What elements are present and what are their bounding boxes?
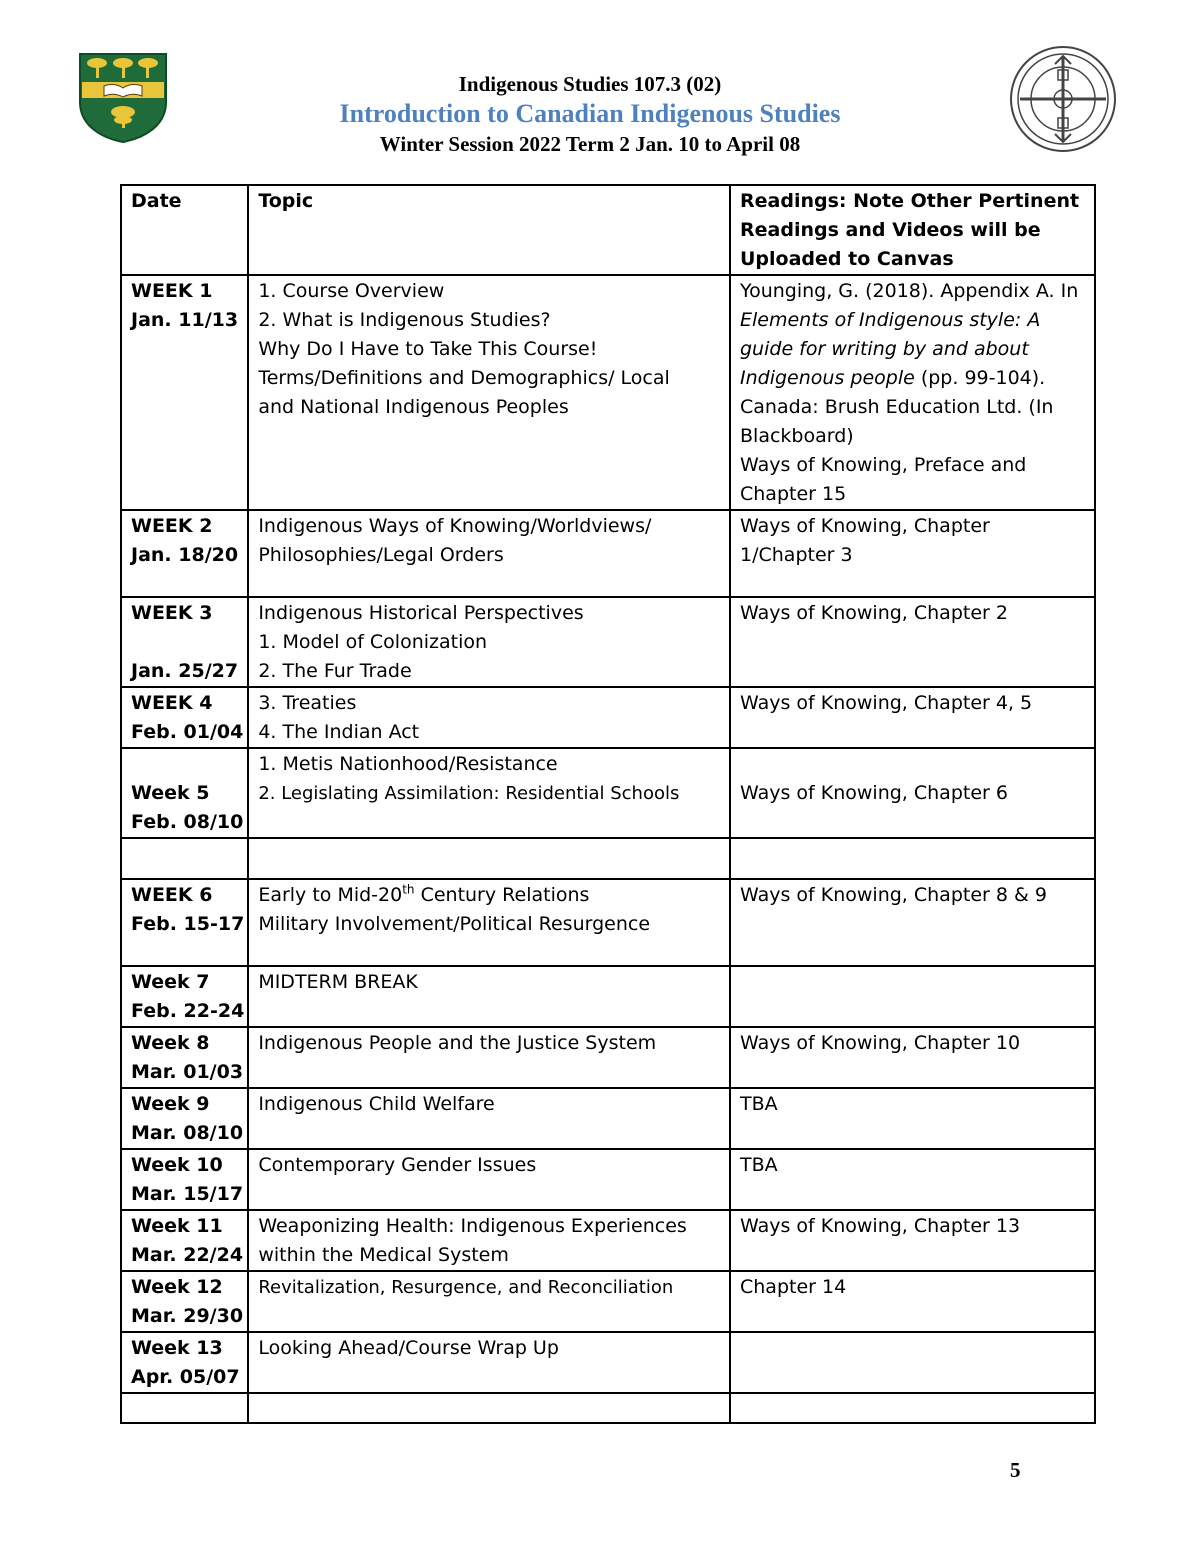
reading-line: Ways of Knowing, Chapter 10 — [740, 1032, 1021, 1054]
table-row-week-5 — [121, 748, 1095, 838]
reading-line: Ways of Knowing, Chapter 8 & 9 — [740, 884, 1047, 906]
reading-line: guide for writing by and about — [740, 338, 1029, 360]
spacer — [740, 750, 1085, 779]
session-dates: Winter Session 2022 Term 2 Jan. 10 to April 08 — [379, 132, 801, 156]
reading-line: Ways of Knowing, Chapter 2 — [740, 602, 1008, 624]
readings-cell — [730, 966, 1095, 1027]
ordinal-suffix: th — [402, 882, 415, 897]
reading-line: Younging, G. (2018). Appendix A. In — [740, 280, 1079, 302]
reading-line: Ways of Knowing, Preface and — [740, 454, 1027, 476]
topic-line: 1. Course Overview — [258, 280, 445, 302]
week-label: WEEK 1 — [131, 280, 213, 302]
week-label: Week 11 — [131, 1215, 223, 1237]
readings-cell — [730, 1332, 1095, 1393]
header-readings-line: Readings and Videos will be — [740, 219, 1041, 241]
table-row-week-8 — [121, 1027, 1095, 1088]
table-header-row — [121, 185, 1095, 275]
reading-title-italic: Indigenous people — [740, 367, 915, 389]
topic-cell — [248, 1332, 730, 1393]
readings-cell — [730, 748, 1095, 838]
reading-line: Ways of Knowing, Chapter 4, 5 — [740, 692, 1033, 714]
topic-cell — [248, 510, 730, 597]
topic-line: Weaponizing Health: Indigenous Experiences — [258, 1215, 687, 1237]
table-row-week-11 — [121, 1210, 1095, 1271]
topic-cell — [248, 687, 730, 748]
topic-text: Early to Mid-20 — [258, 884, 403, 906]
reading-pages: (pp. 99-104). — [914, 367, 1046, 389]
week-dates: Feb. 15-17 — [131, 913, 245, 935]
date-cell — [121, 597, 248, 687]
date-cell — [121, 1210, 248, 1271]
week-dates: Jan. 25/27 — [131, 660, 239, 682]
reading-line: Chapter 15 — [740, 483, 847, 505]
topic-cell — [248, 879, 730, 966]
topic-line: Terms/Definitions and Demographics/ Local — [258, 367, 670, 389]
topic-line: Revitalization, Resurgence, and Reconciliation — [258, 1277, 674, 1298]
readings-cell — [730, 687, 1095, 748]
topic-line: 4. The Indian Act — [258, 721, 420, 743]
topic-line: 2. What is Indigenous Studies? — [258, 309, 551, 331]
table-row-week-10 — [121, 1149, 1095, 1210]
date-cell — [121, 1271, 248, 1332]
topic-text: Century Relations — [414, 884, 590, 906]
table-row-week-12 — [121, 1271, 1095, 1332]
week-label: WEEK 4 — [131, 692, 213, 714]
week-label: Week 12 — [131, 1276, 223, 1298]
topic-line: Indigenous Ways of Knowing/Worldviews/ — [258, 515, 652, 537]
date-cell — [121, 748, 248, 838]
week-label: Week 9 — [131, 1093, 210, 1115]
week-dates: Mar. 01/03 — [131, 1061, 244, 1083]
table-row-week-7 — [121, 966, 1095, 1027]
topic-cell — [248, 597, 730, 687]
reading-line: Ways of Knowing, Chapter — [740, 515, 990, 537]
date-cell — [121, 1332, 248, 1393]
table-row-week-4 — [121, 687, 1095, 748]
table-row-week-6 — [121, 879, 1095, 966]
topic-line: MIDTERM BREAK — [258, 971, 418, 993]
topic-cell — [248, 1271, 730, 1332]
topic-line: 2. The Fur Trade — [258, 660, 412, 682]
topic-cell — [248, 1088, 730, 1149]
date-cell — [121, 966, 248, 1027]
week-label: Week 10 — [131, 1154, 223, 1176]
topic-line: Indigenous Historical Perspectives — [258, 602, 584, 624]
topic-cell — [248, 966, 730, 1027]
topic-cell — [248, 1149, 730, 1210]
week-label: Week 13 — [131, 1337, 223, 1359]
week-dates: Feb. 01/04 — [131, 721, 244, 743]
table-row-empty — [121, 838, 1095, 879]
reading-line: Ways of Knowing, Chapter 6 — [740, 782, 1008, 804]
header-readings-line: Readings: Note Other Pertinent — [740, 190, 1080, 212]
topic-line: 3. Treaties — [258, 692, 357, 714]
readings-cell — [730, 510, 1095, 597]
course-title: Introduction to Canadian Indigenous Studies — [339, 99, 841, 128]
date-cell — [121, 275, 248, 510]
readings-cell — [730, 1027, 1095, 1088]
date-cell — [121, 879, 248, 966]
topic-line: 1. Metis Nationhood/Resistance — [258, 753, 558, 775]
reading-line: Ways of Knowing, Chapter 13 — [740, 1215, 1021, 1237]
reading-line: Elements of Indigenous style: A — [740, 309, 1041, 331]
topic-line: Why Do I Have to Take This Course! — [258, 338, 598, 360]
topic-cell — [248, 1210, 730, 1271]
week-label: Week 8 — [131, 1032, 210, 1054]
date-cell — [121, 1088, 248, 1149]
document-header — [290, 70, 890, 158]
week-label: Week 7 — [131, 971, 210, 993]
table-row-week-3 — [121, 597, 1095, 687]
table-row-week-2 — [121, 510, 1095, 597]
header-readings-line: Uploaded to Canvas — [740, 248, 954, 270]
reading-line: TBA — [740, 1154, 778, 1176]
course-schedule-table — [120, 184, 1096, 1424]
header-cell-readings — [730, 185, 1095, 275]
date-cell — [121, 1027, 248, 1088]
week-dates: Jan. 11/13 — [131, 309, 239, 331]
week-dates: Mar. 08/10 — [131, 1122, 244, 1144]
reading-line: TBA — [740, 1093, 778, 1115]
header-cell-topic — [248, 185, 730, 275]
header-topic-label: Topic — [258, 190, 314, 212]
readings-cell — [730, 275, 1095, 510]
week-dates: Feb. 22-24 — [131, 1000, 245, 1022]
week-label: WEEK 6 — [131, 884, 213, 906]
reading-line: Chapter 14 — [740, 1276, 847, 1298]
week-dates: Mar. 22/24 — [131, 1244, 244, 1266]
week-dates: Mar. 29/30 — [131, 1305, 244, 1327]
university-crest-logo — [78, 52, 168, 144]
readings-cell — [730, 1088, 1095, 1149]
reading-line: Blackboard) — [740, 425, 854, 447]
topic-line: Indigenous People and the Justice System — [258, 1032, 657, 1054]
table-row-empty — [121, 1393, 1095, 1423]
readings-cell — [730, 597, 1095, 687]
empty-cell — [121, 1393, 248, 1423]
empty-cell — [248, 838, 730, 879]
topic-line: Philosophies/Legal Orders — [258, 544, 504, 566]
topic-line: Contemporary Gender Issues — [258, 1154, 537, 1176]
page-number: 5 — [1010, 1458, 1021, 1482]
topic-line: Indigenous Child Welfare — [258, 1093, 495, 1115]
spacer — [131, 750, 238, 779]
week-dates: Mar. 15/17 — [131, 1183, 244, 1205]
topic-cell — [248, 1027, 730, 1088]
readings-cell — [730, 879, 1095, 966]
week-label: WEEK 3 — [131, 602, 213, 624]
week-label: WEEK 2 — [131, 515, 213, 537]
week-dates: Jan. 18/20 — [131, 544, 239, 566]
topic-line: and National Indigenous Peoples — [258, 396, 569, 418]
date-cell — [121, 510, 248, 597]
reading-line — [740, 364, 1085, 393]
week-dates: Feb. 08/10 — [131, 811, 244, 833]
table-row-week-9 — [121, 1088, 1095, 1149]
table-row-week-13 — [121, 1332, 1095, 1393]
week-label: Week 5 — [131, 782, 210, 804]
topic-line — [258, 881, 720, 910]
topic-line: within the Medical System — [258, 1244, 509, 1266]
header-date-label: Date — [131, 190, 182, 212]
topic-line: Military Involvement/Political Resurgence — [258, 913, 651, 935]
readings-cell — [730, 1271, 1095, 1332]
table-row-week-1 — [121, 275, 1095, 510]
empty-cell — [730, 1393, 1095, 1423]
topic-cell — [248, 748, 730, 838]
course-code: Indigenous Studies 107.3 (02) — [458, 72, 722, 96]
header-cell-date — [121, 185, 248, 275]
reading-line: 1/Chapter 3 — [740, 544, 853, 566]
topic-line: Looking Ahead/Course Wrap Up — [258, 1337, 559, 1359]
empty-cell — [248, 1393, 730, 1423]
topic-line: 1. Model of Colonization — [258, 631, 488, 653]
readings-cell — [730, 1149, 1095, 1210]
empty-cell — [730, 838, 1095, 879]
date-cell — [121, 1149, 248, 1210]
readings-cell — [730, 1210, 1095, 1271]
topic-cell — [248, 275, 730, 510]
reading-line: Canada: Brush Education Ltd. (In — [740, 396, 1054, 418]
spacer — [131, 628, 238, 657]
topic-line: 2. Legislating Assimilation: Residential Schools — [258, 783, 680, 804]
empty-cell — [121, 838, 248, 879]
indigenous-studies-seal-logo — [1008, 44, 1118, 154]
week-dates: Apr. 05/07 — [131, 1366, 240, 1388]
date-cell — [121, 687, 248, 748]
